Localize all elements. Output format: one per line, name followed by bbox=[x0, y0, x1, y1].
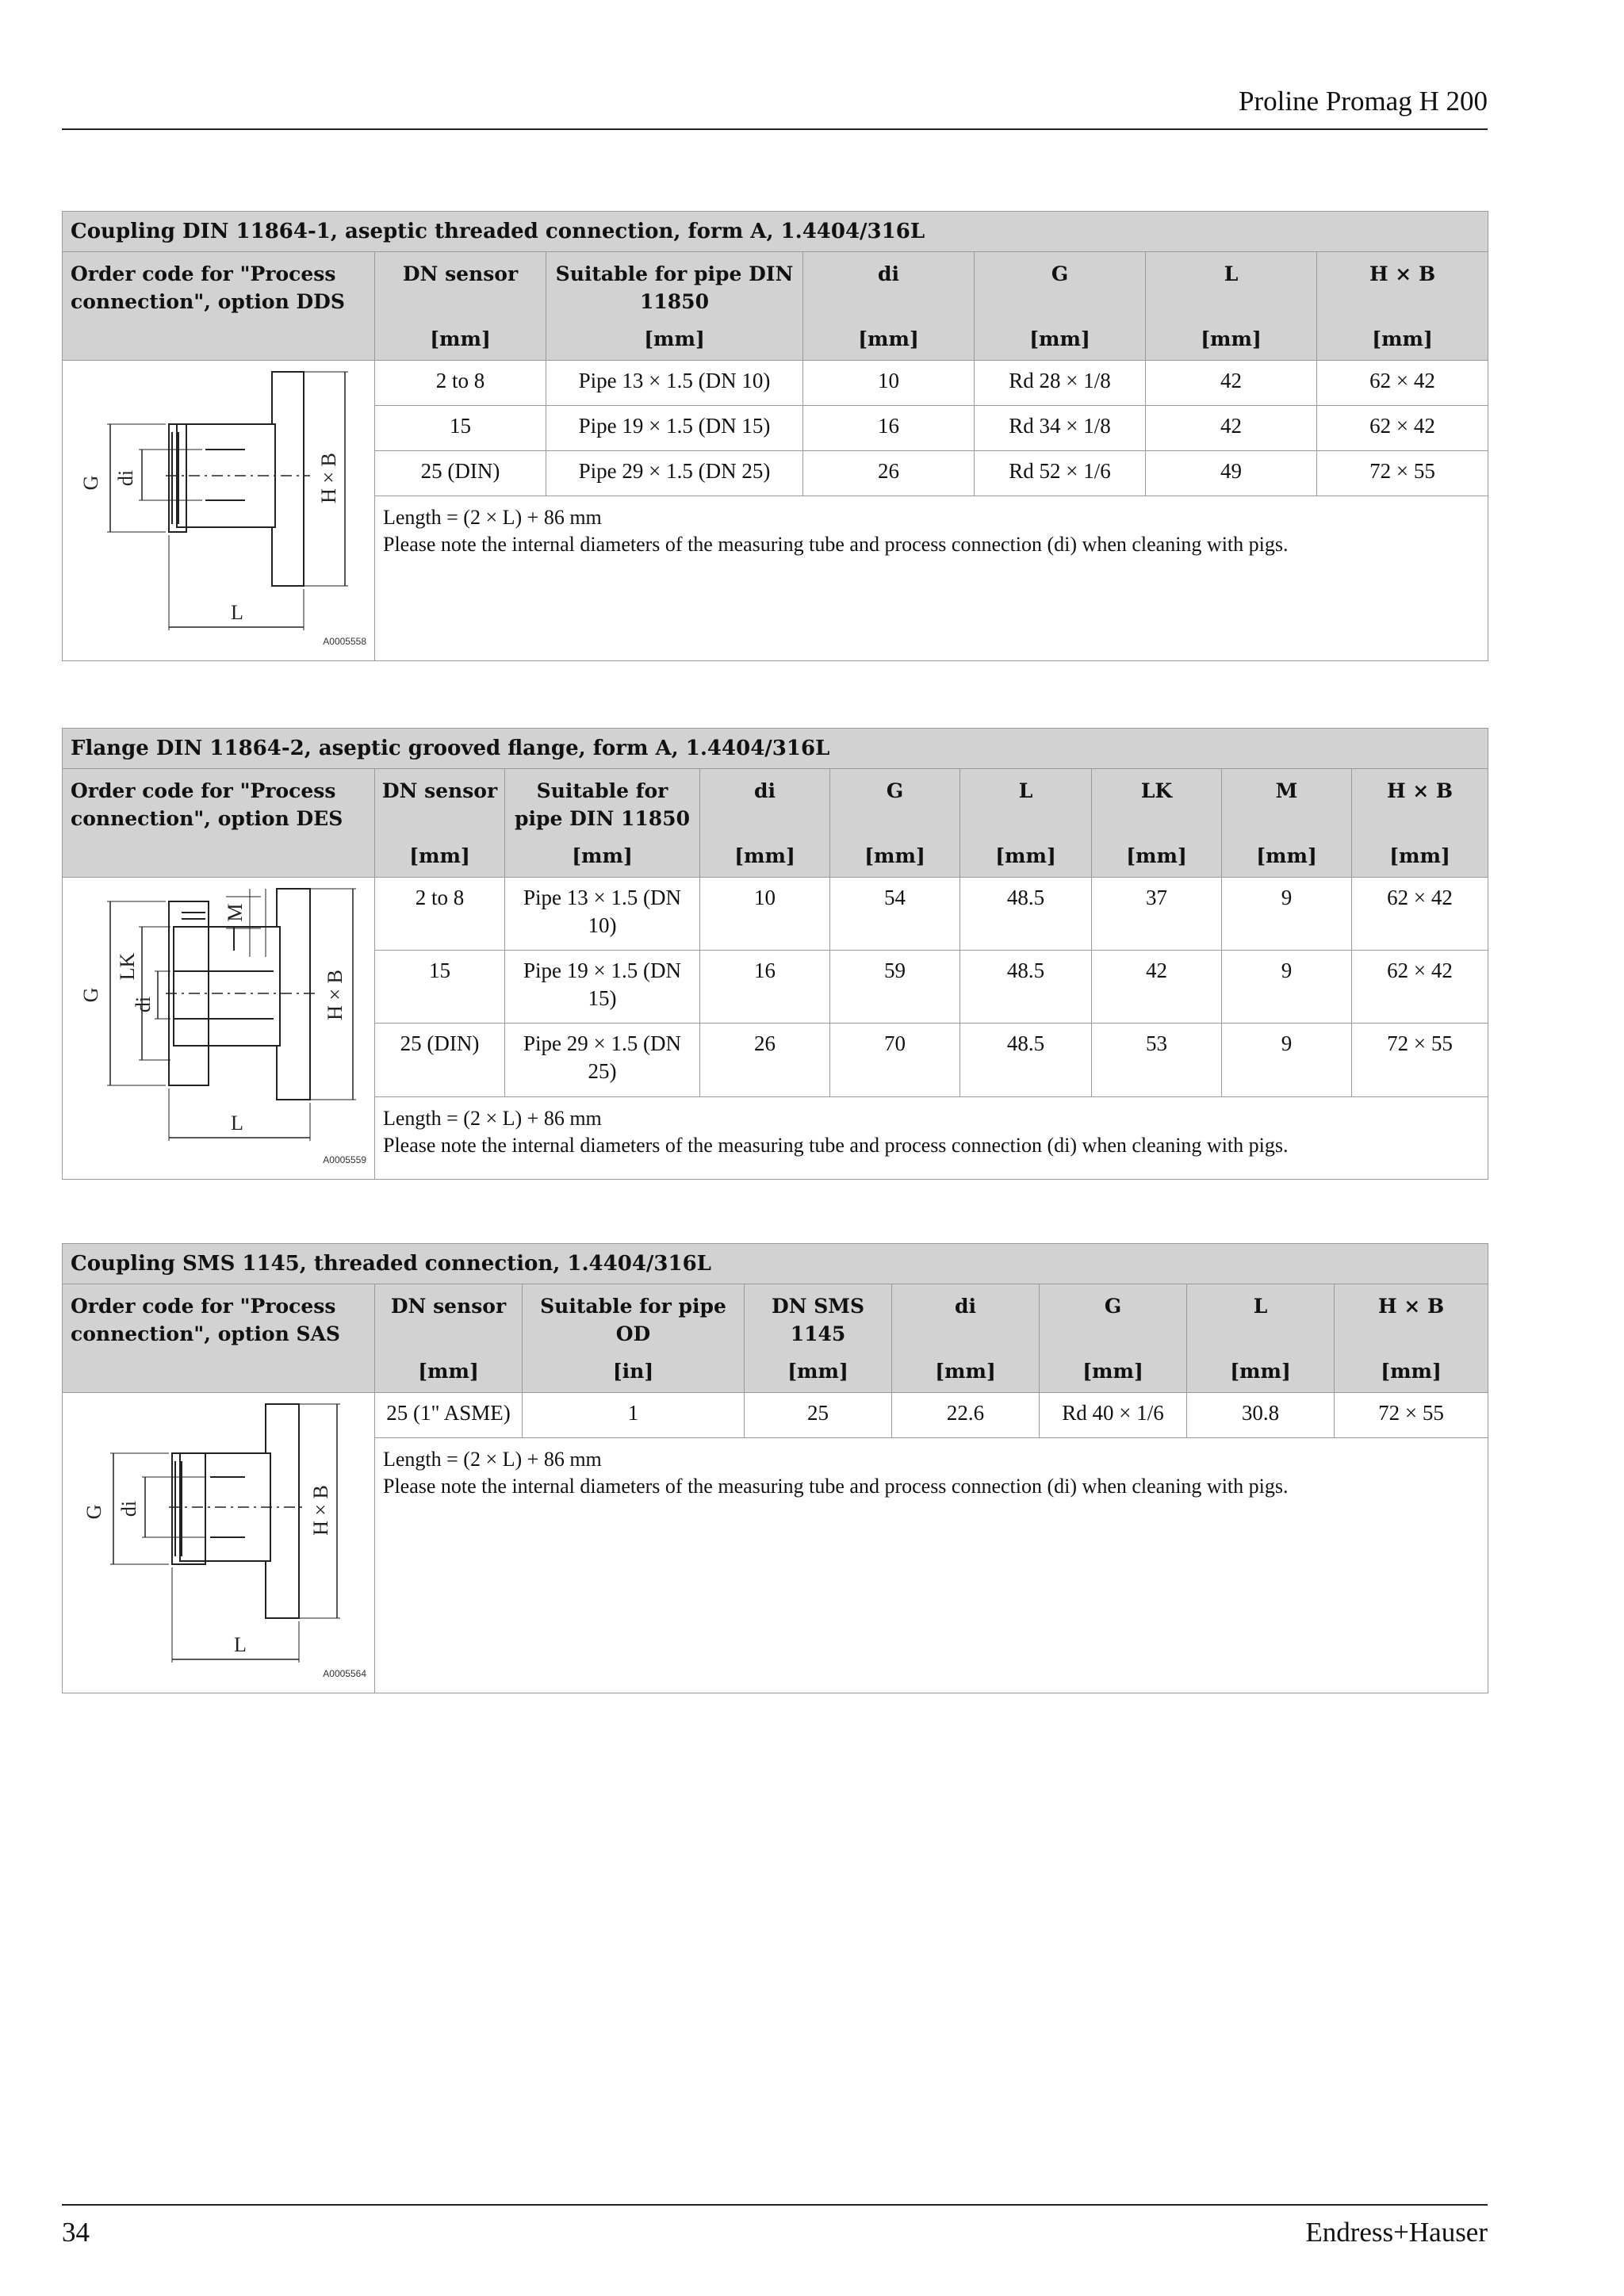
table-cell: Rd 52 × 1/6 bbox=[975, 451, 1146, 496]
table-cell: 1 bbox=[523, 1393, 745, 1438]
drawing-cell bbox=[63, 878, 375, 1180]
table-cell: Rd 40 × 1/6 bbox=[1040, 1393, 1187, 1438]
table-cell: 15 bbox=[375, 406, 546, 451]
drawing-code: A0005559 bbox=[323, 1154, 366, 1165]
column-header: DN SMS 1145 [mm] bbox=[745, 1284, 892, 1393]
table-cell: 25 (1" ASME) bbox=[375, 1393, 523, 1438]
table-note bbox=[375, 496, 1488, 661]
dim-label-l: L bbox=[231, 601, 243, 624]
column-header: H × B [mm] bbox=[1335, 1284, 1488, 1393]
table-coupling-sms-1145 bbox=[62, 1243, 1488, 1693]
dim-label-di: di bbox=[114, 469, 137, 487]
column-header: L [mm] bbox=[1146, 252, 1317, 361]
table-caption: Coupling DIN 11864-1, aseptic threaded connection, form A, 1.4404/316L bbox=[63, 212, 1488, 252]
table-cell: 37 bbox=[1092, 878, 1222, 951]
table-cell: 42 bbox=[1146, 406, 1317, 451]
table-cell: 2 to 8 bbox=[375, 878, 505, 951]
flange-drawing bbox=[63, 878, 374, 1179]
table-caption: Coupling SMS 1145, threaded connection, 1.4404/316L bbox=[63, 1244, 1488, 1284]
length-note: Length = (2 × L) + 86 mm bbox=[383, 1448, 602, 1471]
table-cell: 62 × 42 bbox=[1352, 878, 1488, 951]
column-header: Suitable for pipe OD [in] bbox=[523, 1284, 745, 1393]
dim-label-hxb: H × B bbox=[317, 453, 340, 503]
column-header: Suitable for pipe DIN 11850 [mm] bbox=[546, 252, 803, 361]
column-header: M [mm] bbox=[1222, 769, 1352, 878]
table-cell: 62 × 42 bbox=[1317, 361, 1488, 406]
drawing-cell bbox=[63, 1393, 375, 1693]
table-cell: 70 bbox=[830, 1024, 960, 1096]
table-cell: 42 bbox=[1146, 361, 1317, 406]
table-cell: Pipe 19 × 1.5 (DN 15) bbox=[505, 951, 700, 1024]
drawing-code: A0005558 bbox=[323, 636, 366, 647]
document-title: Proline Promag H 200 bbox=[1238, 86, 1488, 117]
table-cell: 26 bbox=[803, 451, 975, 496]
cleaning-note: Please note the internal diameters of the measuring tube and process connection (di) when cleaning with pigs. bbox=[383, 533, 1289, 557]
dim-label-hxb: H × B bbox=[324, 970, 347, 1020]
table-cell: Pipe 13 × 1.5 (DN 10) bbox=[505, 878, 700, 951]
table-cell: 10 bbox=[803, 361, 975, 406]
column-header: G [mm] bbox=[1040, 1284, 1187, 1393]
coupling-drawing bbox=[63, 361, 374, 660]
table-coupling-din-11864-1 bbox=[62, 211, 1488, 661]
dim-label-m: M bbox=[224, 903, 247, 922]
column-header: DN sensor [mm] bbox=[375, 252, 546, 361]
column-header: Suitable for pipe DIN 11850 [mm] bbox=[505, 769, 700, 878]
table-cell: 53 bbox=[1092, 1024, 1222, 1096]
table-cell: 2 to 8 bbox=[375, 361, 546, 406]
table-cell: 42 bbox=[1092, 951, 1222, 1024]
column-header: di [mm] bbox=[700, 769, 830, 878]
column-header: DN sensor [mm] bbox=[375, 1284, 523, 1393]
brand-name: Endress+Hauser bbox=[1305, 2217, 1488, 2248]
table-cell: 22.6 bbox=[892, 1393, 1040, 1438]
table-cell: Rd 34 × 1/8 bbox=[975, 406, 1146, 451]
table-cell: Rd 28 × 1/8 bbox=[975, 361, 1146, 406]
table-cell: 9 bbox=[1222, 878, 1352, 951]
column-header: di [mm] bbox=[892, 1284, 1040, 1393]
table-cell: 15 bbox=[375, 951, 505, 1024]
column-header: H × B [mm] bbox=[1317, 252, 1488, 361]
table-cell: 16 bbox=[803, 406, 975, 451]
column-header: H × B [mm] bbox=[1352, 769, 1488, 878]
table-cell: 48.5 bbox=[960, 878, 1092, 951]
table-cell: 9 bbox=[1222, 951, 1352, 1024]
drawing-cell bbox=[63, 361, 375, 661]
column-header: DN sensor [mm] bbox=[375, 769, 505, 878]
dim-label-g: G bbox=[79, 475, 102, 491]
table-cell: 62 × 42 bbox=[1317, 406, 1488, 451]
table-cell: 48.5 bbox=[960, 1024, 1092, 1096]
column-header: L [mm] bbox=[1187, 1284, 1335, 1393]
table-note bbox=[375, 1096, 1488, 1179]
dim-label-g: G bbox=[82, 1504, 105, 1520]
table-flange-din-11864-2 bbox=[62, 728, 1488, 1180]
page-footer bbox=[62, 2204, 1488, 2248]
length-note: Length = (2 × L) + 86 mm bbox=[383, 1106, 602, 1130]
drawing-code: A0005564 bbox=[323, 1668, 366, 1679]
dim-label-l: L bbox=[231, 1112, 243, 1135]
table-cell: 62 × 42 bbox=[1352, 951, 1488, 1024]
table-cell: 59 bbox=[830, 951, 960, 1024]
table-cell: Pipe 19 × 1.5 (DN 15) bbox=[546, 406, 803, 451]
table-cell: 72 × 55 bbox=[1335, 1393, 1488, 1438]
table-cell: Pipe 29 × 1.5 (DN 25) bbox=[505, 1024, 700, 1096]
table-caption: Flange DIN 11864-2, aseptic grooved flange, form A, 1.4404/316L bbox=[63, 729, 1488, 769]
table-cell: 25 bbox=[745, 1393, 892, 1438]
order-code-header: Order code for "Process connection", option DDS bbox=[63, 252, 375, 361]
column-header: LK [mm] bbox=[1092, 769, 1222, 878]
table-cell: 9 bbox=[1222, 1024, 1352, 1096]
dim-label-di: di bbox=[117, 1500, 140, 1517]
column-header: G [mm] bbox=[975, 252, 1146, 361]
page-number: 34 bbox=[62, 2217, 90, 2248]
table-cell: 16 bbox=[700, 951, 830, 1024]
table-cell: 48.5 bbox=[960, 951, 1092, 1024]
table-cell: 54 bbox=[830, 878, 960, 951]
table-cell: 30.8 bbox=[1187, 1393, 1335, 1438]
order-code-header: Order code for "Process connection", option DES bbox=[63, 769, 375, 878]
page-header bbox=[62, 81, 1488, 130]
table-cell: 25 (DIN) bbox=[375, 1024, 505, 1096]
table-cell: Pipe 29 × 1.5 (DN 25) bbox=[546, 451, 803, 496]
table-cell: 49 bbox=[1146, 451, 1317, 496]
dim-label-hxb: H × B bbox=[309, 1485, 332, 1536]
table-cell: Pipe 13 × 1.5 (DN 10) bbox=[546, 361, 803, 406]
table-note bbox=[375, 1438, 1488, 1693]
table-cell: 25 (DIN) bbox=[375, 451, 546, 496]
dim-label-g: G bbox=[79, 987, 102, 1003]
column-header: di [mm] bbox=[803, 252, 975, 361]
dim-label-lk: LK bbox=[116, 952, 139, 981]
cleaning-note: Please note the internal diameters of the measuring tube and process connection (di) when cleaning with pigs. bbox=[383, 1475, 1289, 1498]
table-cell: 10 bbox=[700, 878, 830, 951]
table-cell: 26 bbox=[700, 1024, 830, 1096]
dim-label-di: di bbox=[132, 996, 155, 1013]
table-cell: 72 × 55 bbox=[1317, 451, 1488, 496]
order-code-header: Order code for "Process connection", option SAS bbox=[63, 1284, 375, 1393]
cleaning-note: Please note the internal diameters of the measuring tube and process connection (di) when cleaning with pigs. bbox=[383, 1133, 1289, 1157]
coupling-drawing bbox=[63, 1393, 374, 1693]
table-cell: 72 × 55 bbox=[1352, 1024, 1488, 1096]
length-note: Length = (2 × L) + 86 mm bbox=[383, 506, 602, 530]
dim-label-l: L bbox=[234, 1633, 247, 1656]
column-header: L [mm] bbox=[960, 769, 1092, 878]
column-header: G [mm] bbox=[830, 769, 960, 878]
